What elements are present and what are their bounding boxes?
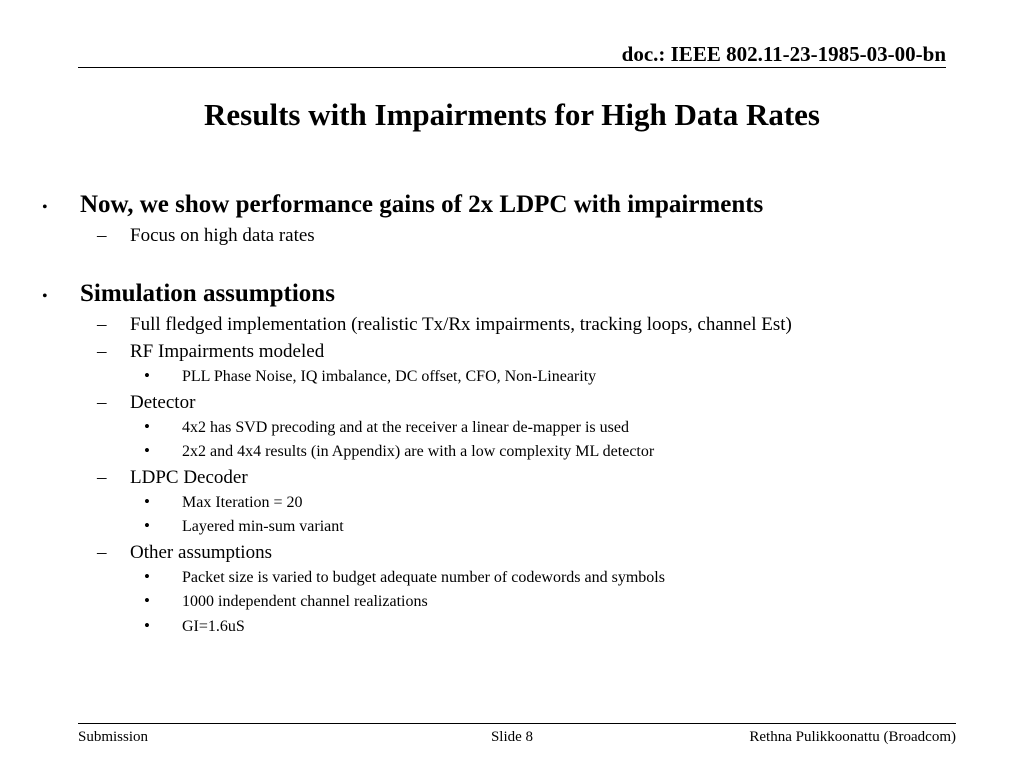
slide-title: Results with Impairments for High Data Rates (204, 97, 820, 132)
sub-dash: – (97, 467, 107, 488)
item-bullet: • (144, 441, 150, 460)
item-channel-realizations: 1000 independent channel realizations (182, 593, 428, 610)
item-bullet: • (144, 366, 150, 385)
item-max-iteration: Max Iteration = 20 (182, 494, 303, 511)
sub-detector: Detector (130, 392, 196, 413)
item-bullet: • (144, 591, 150, 610)
bullet-simulation-assumptions: Simulation assumptions (80, 280, 335, 307)
bullet-marker: • (42, 288, 48, 305)
sub-dash: – (97, 314, 107, 335)
sub-dash: – (97, 542, 107, 563)
item-layered-min-sum: Layered min-sum variant (182, 518, 344, 535)
item-guard-interval: GI=1.6uS (182, 618, 245, 635)
sub-ldpc-decoder: LDPC Decoder (130, 467, 248, 488)
sub-dash: – (97, 225, 107, 246)
sub-full-fledged-implementation: Full fledged implementation (realistic Tx/Rx impairments, tracking loops, channel Est) (130, 314, 792, 335)
item-bullet: • (144, 516, 150, 535)
doc-header: doc.: IEEE 802.11-23-1985-03-00-bn (621, 42, 946, 66)
item-pll-phase-noise: PLL Phase Noise, IQ imbalance, DC offset, CFO, Non-Linearity (182, 368, 597, 385)
sub-dash: – (97, 392, 107, 413)
item-bullet: • (144, 616, 150, 635)
item-bullet: • (144, 417, 150, 436)
sub-dash: – (97, 341, 107, 362)
footer-slide-number: Slide 8 (490, 729, 534, 745)
item-svd-precoding: 4x2 has SVD precoding and at the receiver a linear de-mapper is used (182, 419, 629, 436)
item-packet-size: Packet size is varied to budget adequate number of codewords and symbols (182, 569, 665, 586)
item-bullet: • (144, 567, 150, 586)
footer-submission: Submission (78, 729, 149, 745)
sub-focus-high-rates: Focus on high data rates (130, 225, 315, 246)
footer-divider (78, 723, 956, 724)
bullet-performance-gains: Now, we show performance gains of 2x LDPC with impairments (80, 191, 764, 218)
item-bullet: • (144, 492, 150, 511)
item-ml-detector: 2x2 and 4x4 results (in Appendix) are with a low complexity ML detector (182, 443, 655, 460)
footer-author: Rethna Pulikkoonattu (Broadcom) (749, 729, 956, 745)
bullet-marker: • (42, 199, 48, 216)
sub-rf-impairments: RF Impairments modeled (130, 341, 325, 362)
sub-other-assumptions: Other assumptions (130, 542, 272, 563)
